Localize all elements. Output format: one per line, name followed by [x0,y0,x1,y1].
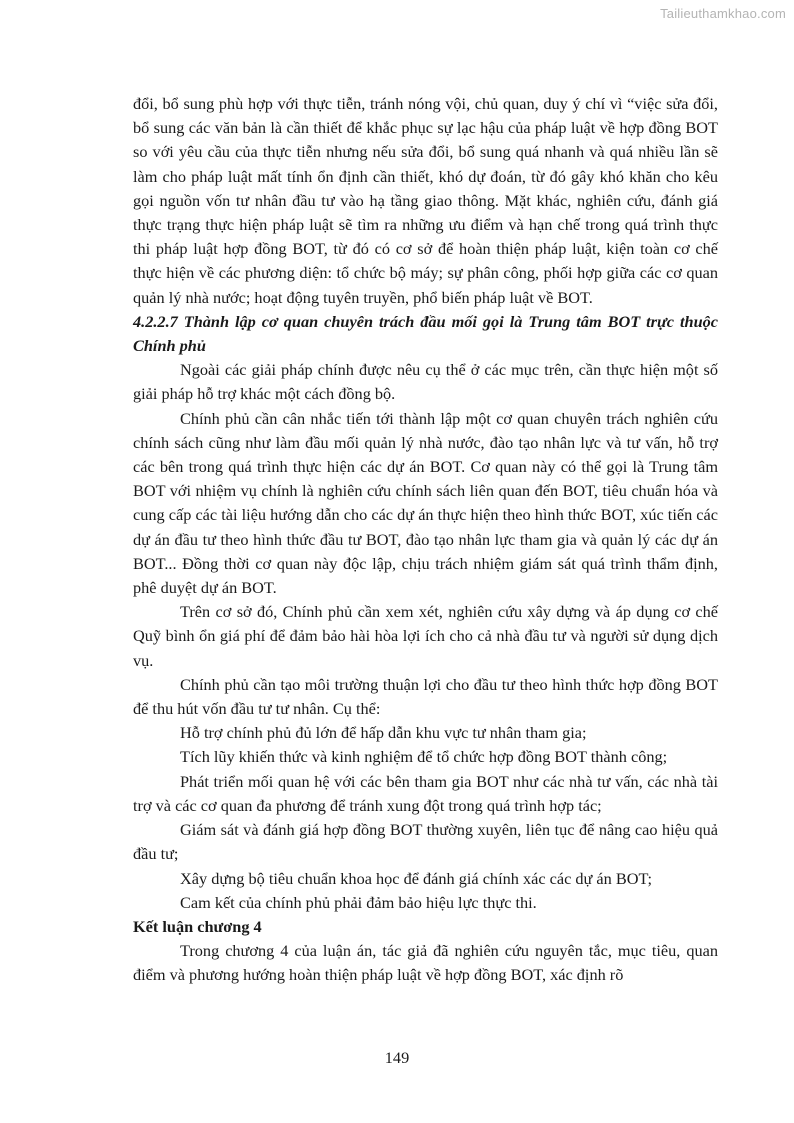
list-item: Cam kết của chính phủ phải đảm bảo hiệu lực thực thi. [180,892,537,912]
paragraph: Trong chương 4 của luận án, tác giả đã nghiên cứu nguyên tắc, mục tiêu, quan điểm và phương hướng hoàn thiện pháp luật về hợp đồng BOT, xác định rõ [133,941,718,985]
paragraph: Ngoài các giải pháp chính được nêu cụ thể ở các mục trên, cần thực hiện một số giải pháp hỗ trợ khác một cách đồng bộ. [133,360,718,404]
section-heading-4-2-2-7: 4.2.2.7 Thành lập cơ quan chuyên trách đầu mối gọi là Trung tâm BOT trực thuộc Chính phủ [133,311,718,356]
paragraph: Chính phủ cần cân nhắc tiến tới thành lập một cơ quan chuyên trách nghiên cứu chính sách cũng như làm đầu mối quản lý nhà nước, đào tạo nhân lực và tư vấn, hỗ trợ các bên trong quá trình thực hiện các dự án BOT. Cơ quan này có thể gọi là Trung tâm BOT với nhiệm vụ chính là nghiên cứu chính sách liên quan đến BOT, tiêu chuẩn hóa và cung cấp các tài liệu hướng dẫn cho các dự án thực hiện theo hình thức BOT, xúc tiến các dự án đầu tư theo hình thức đầu tư BOT, đào tạo nhân lực tham gia và quản lý các dự án BOT... Đồng thời cơ quan này độc lập, chịu trách nhiệm giám sát quá trình thẩm định, phê duyệt dự án BOT. [133,408,718,598]
list-item: Xây dựng bộ tiêu chuẩn khoa học để đánh giá chính xác các dự án BOT; [180,868,653,888]
list-item: Hỗ trợ chính phủ đủ lớn để hấp dẫn khu vực tư nhân tham gia; [180,723,587,743]
watermark-text: Tailieuthamkhao.com [660,6,786,21]
list-item: Tích lũy khiến thức và kinh nghiệm để tổ chức hợp đồng BOT thành công; [180,747,668,767]
page-number: 149 [384,1048,410,1067]
paragraph: Chính phủ cần tạo môi trường thuận lợi cho đầu tư theo hình thức hợp đồng BOT để thu hút vốn đầu tư tư nhân. Cụ thể: [133,674,718,719]
list-item: Giám sát và đánh giá hợp đồng BOT thường xuyên, liên tục để nâng cao hiệu quả đầu tư; [133,820,718,864]
document-body [133,92,718,988]
paragraph-continuation: đổi, bổ sung phù hợp với thực tiễn, tránh nóng vội, chủ quan, duy ý chí vì “việc sửa đổi, bổ sung các văn bản là cần thiết để khắc phục sự lạc hậu của pháp luật về hợp đồng BOT so với yêu cầu của thực tiễn nhưng nếu sửa đổi, bổ sung quá nhanh và quá nhiều lần sẽ làm cho pháp luật mất tính ổn định cần thiết, khó dự đoán, từ đó gây khó khăn cho kêu gọi nguồn vốn tư nhân đầu tư vào hạ tầng giao thông. Mặt khác, nghiên cứu, đánh giá thực trạng thực hiện pháp luật sẽ tìm ra những ưu điểm và hạn chế trong quá trình thực thi pháp luật hợp đồng BOT, từ đó có cơ sở để hoàn thiện pháp luật, kiện toàn cơ chế thực hiện về các phương diện: tổ chức bộ máy; sự phân công, phối hợp giữa các cơ quan quản lý nhà nước; hoạt động tuyên truyền, phổ biến pháp luật về BOT. [133,94,718,307]
paragraph: Trên cơ sở đó, Chính phủ cần xem xét, nghiên cứu xây dựng và áp dụng cơ chế Quỹ bình ổn giá phí để đảm bảo hài hòa lợi ích cho cả nhà đầu tư và người sử dụng dịch vụ. [133,602,718,670]
list-item: Phát triển mối quan hệ với các bên tham gia BOT như các nhà tư vấn, các nhà tài trợ và các cơ quan đa phương để tránh xung đột trong quá trình hợp tác; [133,771,718,815]
chapter-conclusion-heading: Kết luận chương 4 [133,916,262,936]
